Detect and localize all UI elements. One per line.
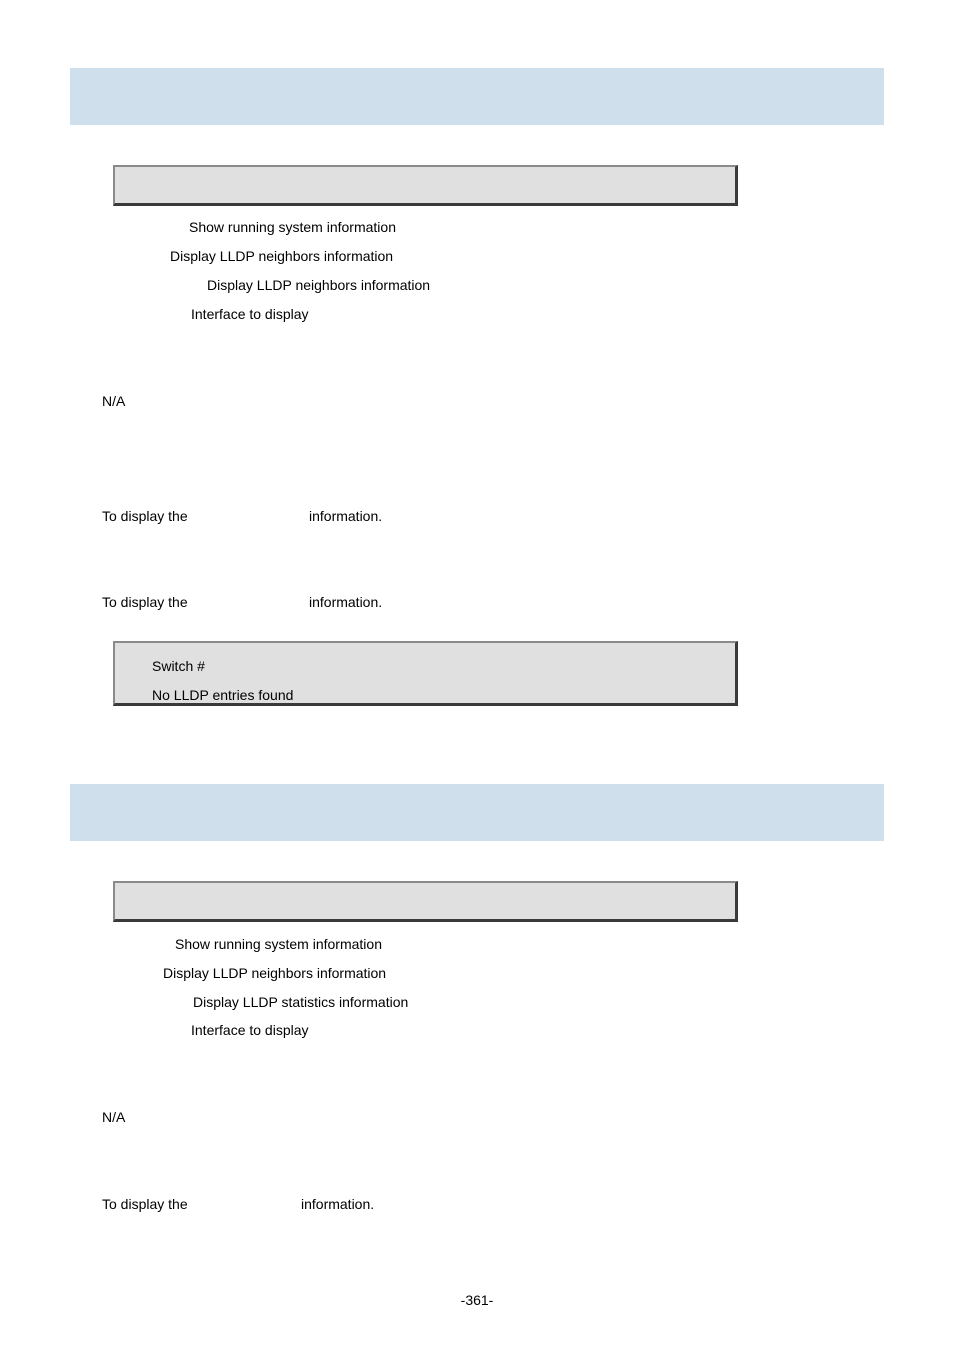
section-2-header-banner bbox=[70, 784, 884, 841]
section-2-param-show: Show running system information bbox=[175, 936, 382, 952]
section-1-usage-suffix: information. bbox=[309, 508, 383, 524]
section-1-param-neighbors: Display LLDP neighbors information bbox=[207, 277, 431, 293]
section-1-param-interface: Interface to display bbox=[191, 306, 309, 322]
section-1-default-value: N/A bbox=[102, 393, 126, 409]
section-1-example-box bbox=[113, 641, 738, 706]
example-line-prompt: Switch # bbox=[152, 658, 205, 674]
section-1-header-banner bbox=[70, 68, 884, 125]
section-1-param-show: Show running system information bbox=[189, 219, 396, 235]
section-2-param-lldp: Display LLDP neighbors information bbox=[163, 965, 387, 981]
section-1-example-prefix: To display the bbox=[102, 594, 188, 610]
section-2-param-statistics: Display LLDP statistics information bbox=[193, 994, 409, 1010]
section-1-param-lldp: Display LLDP neighbors information bbox=[170, 248, 394, 264]
section-1-command-box bbox=[113, 165, 738, 206]
section-2-param-interface: Interface to display bbox=[191, 1022, 309, 1038]
section-1-usage-prefix: To display the bbox=[102, 508, 188, 524]
section-2-usage-suffix: information. bbox=[301, 1196, 375, 1212]
example-line-output: No LLDP entries found bbox=[152, 687, 294, 703]
page-number: -361- bbox=[460, 1292, 494, 1308]
section-2-usage-prefix: To display the bbox=[102, 1196, 188, 1212]
section-2-command-box bbox=[113, 881, 738, 922]
section-1-example-suffix: information. bbox=[309, 594, 383, 610]
section-2-default-value: N/A bbox=[102, 1109, 126, 1125]
